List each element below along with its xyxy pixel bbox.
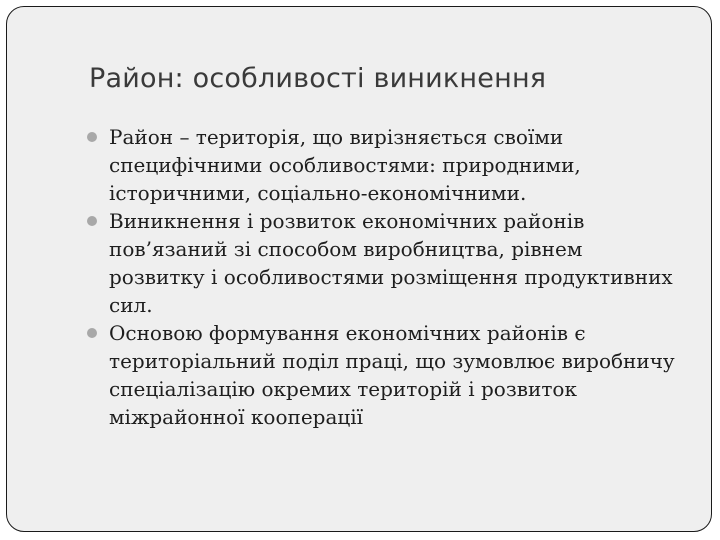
slide: [6, 6, 712, 532]
bullet-text: Основою формування економічних районів є територіальний поділ праці, що зумовлює виробничу спеціалізацію окремих територій і розвиток міжрайонної кооперації: [109, 321, 675, 429]
bullet-icon: [87, 132, 97, 142]
bullet-icon: [87, 328, 97, 338]
bullet-list: [85, 123, 675, 431]
bullet-text: Район – територія, що вирізняється своїми специфічними особливостями: природними, історичними, соціально-економічними.: [109, 125, 581, 205]
bullet-text: Виникнення і розвиток економічних районів пов’язаний зі способом виробництва, рівнем розвитку і особливостями розміщення продуктивних сил.: [109, 209, 673, 317]
slide-title: Район: особливості виникнення: [89, 63, 547, 94]
bullet-icon: [87, 216, 97, 226]
bullet-item: [85, 123, 675, 207]
bullet-item: [85, 207, 675, 319]
bullet-item: [85, 319, 675, 431]
